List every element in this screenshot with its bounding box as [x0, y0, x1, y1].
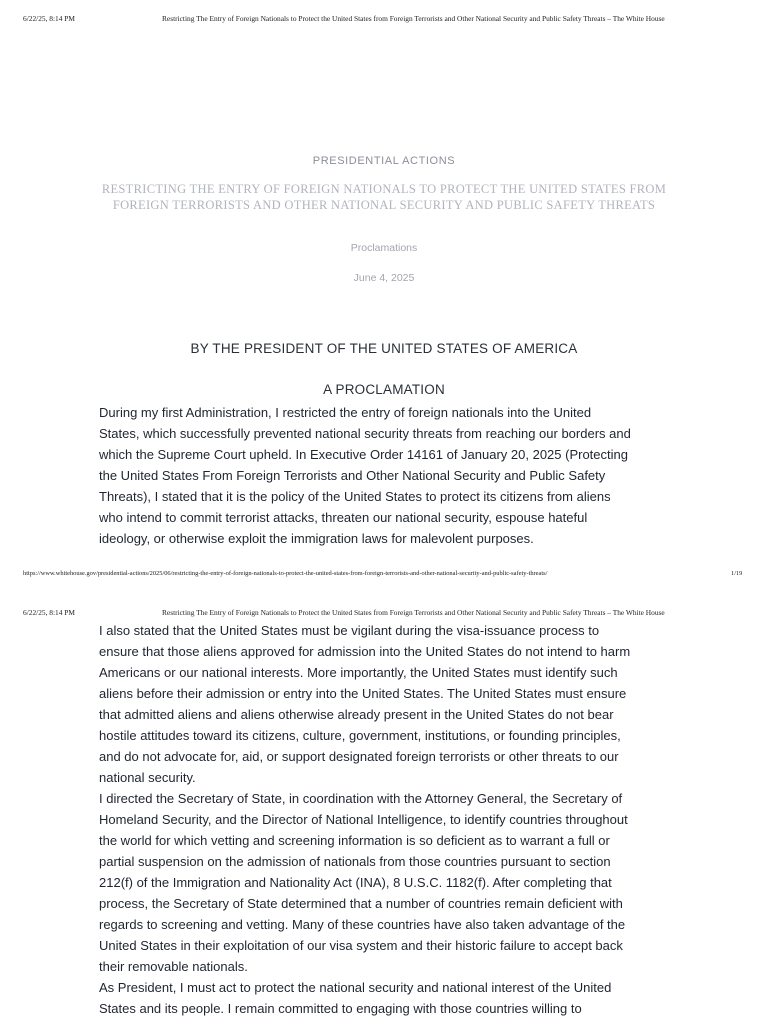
text-line: I also stated that the United States must be vigilant during the visa-issuance process to: [99, 623, 600, 638]
text-line: partial suspension on the admission of nationals from those countries pursuant to section: [99, 854, 611, 869]
text-line: Threats), I stated that it is the policy of the United States to protect its citizens from aliens: [99, 489, 611, 504]
text-line: process, the Secretary of State determined that a number of countries remain deficient with: [99, 896, 623, 911]
text-line: aliens before their admission or entry into the United States. The United States must ensure: [99, 686, 627, 701]
text-line: and do not advocate for, aid, or support designated foreign terrorists or other threats to our: [99, 749, 619, 764]
page-title: [100, 181, 668, 213]
text-line: who intend to commit terrorist attacks, threaten our national security, espouse hateful: [99, 510, 588, 525]
text-line: As President, I must act to protect the national security and national interest of the United: [99, 980, 612, 995]
text-line: Americans or our national interests. More importantly, the United States must identify such: [99, 665, 618, 680]
text-line: national security.: [99, 770, 196, 785]
text-line: I directed the Secretary of State, in coordination with the Attorney General, the Secretary of: [99, 791, 623, 806]
text-line: ideology, or otherwise exploit the immigration laws for malevolent purposes.: [99, 531, 534, 546]
text-line: regards to screening and vetting. Many of these countries have also taken advantage of the: [99, 917, 626, 932]
print-page-number: 1/19: [731, 570, 743, 577]
print-datetime: 6/22/25, 8:14 PM: [23, 608, 75, 617]
text-line: ensure that those aliens approved for admission into the United States do not intend to harm: [99, 644, 631, 659]
text-line: 212(f) of the Immigration and Nationality Act (INA), 8 U.S.C. 1182(f). After completing that: [99, 875, 612, 890]
paragraph: [99, 620, 674, 788]
byline: BY THE PRESIDENT OF THE UNITED STATES OF AMERICA: [190, 341, 578, 356]
page-title-line-2: FOREIGN TERRORISTS AND OTHER NATIONAL SECURITY AND PUBLIC SAFETY THREATS: [112, 198, 656, 212]
text-line: that admitted aliens and aliens otherwise already present in the United States do not bear: [99, 707, 614, 722]
page-title-line-1: RESTRICTING THE ENTRY OF FOREIGN NATIONALS TO PROTECT THE UNITED STATES FROM: [101, 182, 667, 196]
text-line: hostile attitudes toward its citizens, culture, government, institutions, or founding principles,: [99, 728, 621, 743]
paragraph: [99, 977, 674, 1019]
text-line: which the Supreme Court upheld. In Executive Order 14161 of January 20, 2025 (Protecting: [99, 447, 628, 462]
print-doc-title: Restricting The Entry of Foreign Nationals to Protect the United States from Foreign Terrorists and Other National Security and Public Safety Threats – The White House: [162, 608, 665, 617]
text-line: States and its people. I remain committed to engaging with those countries willing to: [99, 1001, 582, 1016]
paragraph: [99, 788, 674, 977]
category-link[interactable]: Proclamations: [350, 242, 418, 254]
text-line: During my first Administration, I restricted the entry of foreign nationals into the United: [99, 405, 592, 420]
publish-date: June 4, 2025: [353, 272, 415, 284]
print-url[interactable]: https://www.whitehouse.gov/presidential-actions/2025/06/restricting-the-entry-of-foreign-nationals-to-protect-the-united-states-from-foreign-terrorists-and-other-national-security-and-public-safety-threats/: [23, 570, 548, 577]
page1-body: [99, 402, 674, 549]
page2-body: [99, 620, 674, 1019]
text-line: Homeland Security, and the Director of National Intelligence, to identify countries throughout: [99, 812, 628, 827]
text-line: the world for which vetting and screening information is so deficient as to warrant a full or: [99, 833, 610, 848]
text-line: the United States From Foreign Terrorists and Other National Security and Public Safety: [99, 468, 606, 483]
text-line: States, which successfully prevented national security threats from reaching our borders and: [99, 426, 631, 441]
print-datetime: 6/22/25, 8:14 PM: [23, 14, 75, 23]
print-doc-title: Restricting The Entry of Foreign Nationals to Protect the United States from Foreign Terrorists and Other National Security and Public Safety Threats – The White House: [162, 14, 665, 23]
proclamation-heading: A PROCLAMATION: [323, 382, 445, 397]
text-line: their removable nationals.: [99, 959, 248, 974]
text-line: United States in their exploitation of our visa system and their historic failure to accept back: [99, 938, 623, 953]
paragraph: [99, 402, 674, 549]
section-eyebrow[interactable]: PRESIDENTIAL ACTIONS: [312, 155, 456, 167]
